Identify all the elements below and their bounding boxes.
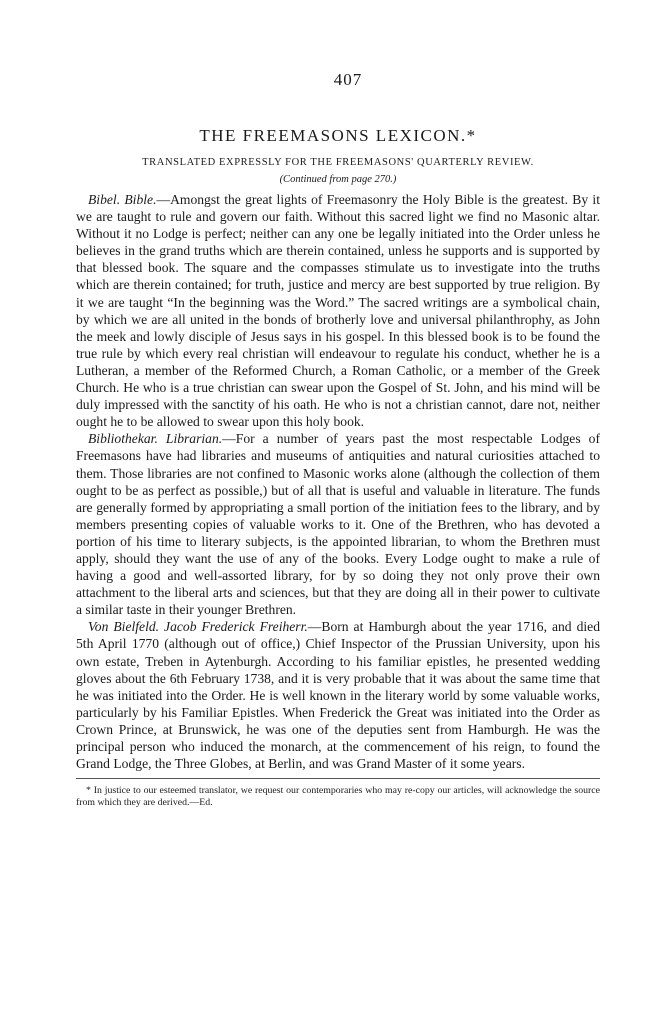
article-subtitle: TRANSLATED EXPRESSLY FOR THE FREEMASONS' QUARTERLY REVIEW. [142,157,534,168]
entry-text: —Born at Hamburgh about the year 1716, and died 5th April 1770 (although out of office,) Chief Inspector of the Prussian University, upon his own estate, Treben in Aytenburgh. According to his familiar epistles, he presented wedding gloves about the 6th February 1738, and it is very probable that it was about the same time that he was initiated into the Order. He is well known in the literary world by some valuable works, particularly by his Familiar Epistles. When Frederick the Great was initiated into the Order as Crown Prince, at Brunswick, he was one of the deputies sent from Hamburgh. He was the principal person who induced the monarch, at the commencement of his reign, to found the Grand Lodge, the Three Globes, at Berlin, and was Grand Master of it some years. [76,619,600,772]
footnote-divider [76,778,600,779]
document-page [76,70,600,809]
continued-note: (Continued from page 270.) [279,174,397,185]
page-number: 407 [333,70,363,89]
entry-text: —For a number of years past the most respectable Lodges of Freemasons have had libraries and museums of antiquities and natural curiosities attached to them. Those libraries are not confined to Masonic works alone (although the collection of them ought to be as perfect as possible,) but of all that is useful and valuable in literature. The funds are generally formed by appropriating a small portion of the initiation fees to the library, and by members presenting copies of valuable works to it. One of the Brethren, who has devoted a portion of his time to literary subjects, is the appointed librarian, to whom the Brethren must apply, should they want the use of any of the books. Every Lodge ought to make a rule of having a good and well-assorted library, for by so doing they not only prove their own attachment to the liberal arts and sciences, but that they are doing all in their power to cultivate a similar taste in their younger Brethren. [76,431,600,618]
entry-bibel [76,191,600,430]
entry-headword: Von Bielfeld. Jacob Frederick Freiherr. [88,619,308,635]
entry-text: —Amongst the great lights of Freemasonry the Holy Bible is the greatest. By it we are taught to rule and govern our faith. Without this sacred light we find no Masonic altar. Without it no Lodge is perfect; neither can any one be legally initiated into the Order unless he believes in the grand truths which are therein contained, unless he supports and is supported by that blessed book. The square and the compasses stimulate us to investigate into the truths which are therein contained; for truth, justice and mercy are best supported by true religion. By it we are taught “In the beginning was the Word.” The sacred writings are a symbolical chain, by which we are all united in the bonds of brotherly love and universal philanthrophy, as John the meek and lowly disciple of Jesus says in his gospel. In this blessed book is to be found the true rule by which every real christian will endeavour to regulate his conduct, whether he is a Lutheran, a member of the Reformed Church, a Roman Catholic, or a member of the Greek Church. He who is a true christian can swear upon the Gospel of St. John, and his mind will be duly impressed with the sanctity of his oath. He who is not a christian cannot, dare not, neither ought he to be allowed to swear upon this holy book. [76,192,600,430]
entry-von-bielfeld [76,618,600,772]
article-title: THE FREEMASONS LEXICON.* [199,126,477,145]
entry-headword: Bibliothekar. Librarian. [88,431,223,447]
article-body [76,191,600,772]
footnote: * In justice to our esteemed translator, we request our contemporaries who may re-copy our articles, will acknowledge the source from which they are derived.—Ed. [76,785,600,809]
entry-bibliothekar [76,430,600,618]
entry-headword: Bibel. Bible. [88,192,157,207]
